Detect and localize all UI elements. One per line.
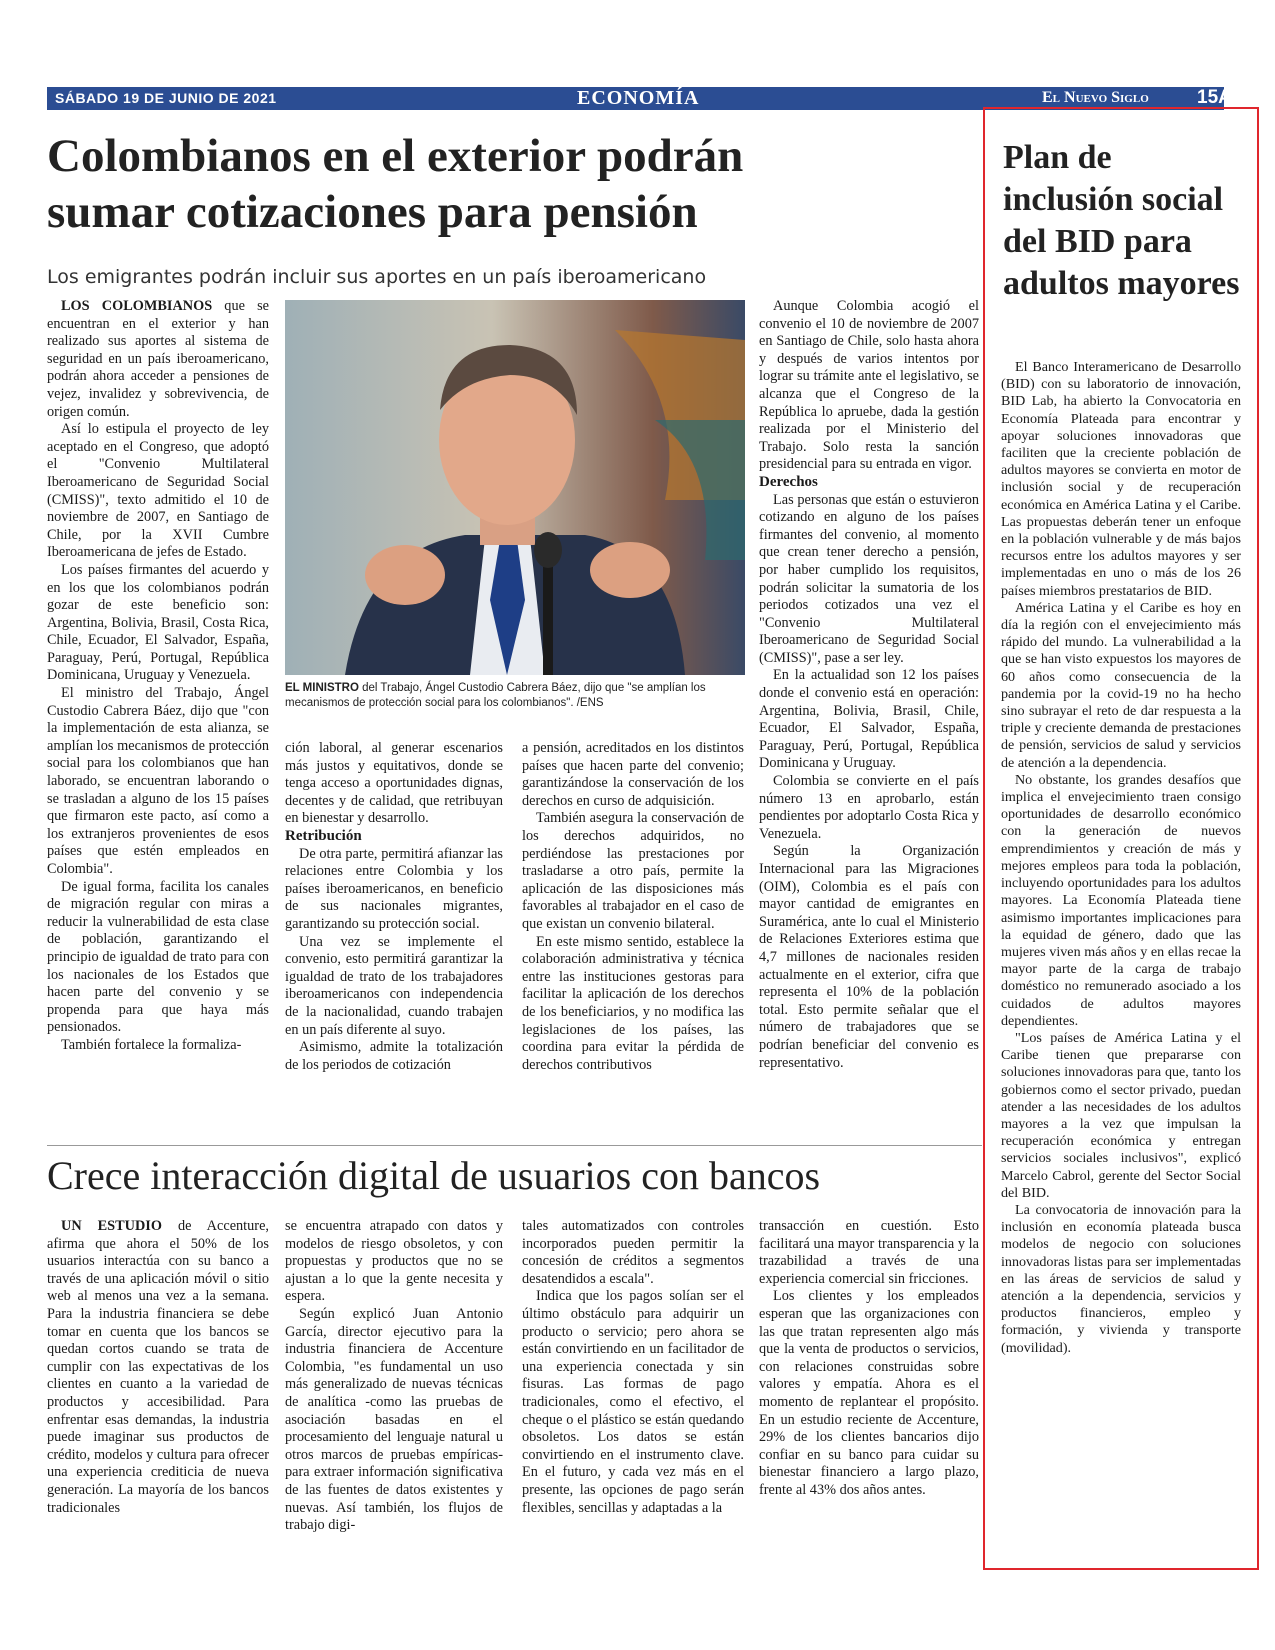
second-column-4 [759, 1218, 979, 1500]
section-name: ECONOMÍA [577, 87, 700, 109]
lead-words: LOS COLOMBIANOS [61, 298, 213, 314]
article-column-1 [47, 298, 269, 1055]
paragraph: La convocatoria de innovación para la inclusión en economía plateada busca modelos de negocio con soluciones innovadoras listas para ser implementadas en las áreas de servicios de salud y atención a la dependencia, servicios y productos financieros, empleo y formación, y vivienda y transporte (movilidad). [1001, 1201, 1241, 1356]
paragraph: se encuentra atrapado con datos y modelos de riesgo obsoletos, y con propuestas y productos que no se ajustan a lo que la gente necesita y espera. [285, 1218, 503, 1305]
paragraph: El ministro del Trabajo, Ángel Custodio Cabrera Báez, dijo que "con la implementación de esta alianza, se amplían los mecanismos de protección social para los colombianos que han laborado, se encuentran laborando o se trasladan a alguno de los 15 países que firmaron este pacto, así como a los extranjeros provenientes de esos países que estén empleados en Colombia". [47, 685, 269, 877]
paragraph: Según la Organización Internacional para las Migraciones (OIM), Colombia es el país con mayor cantidad de emigrantes en Suramérica, ante lo cual el Ministerio de Relaciones Exteriores estima que 4,7 millones de nacionales residen actualmente en el exterior, cifra que representa el 10% de la población total. Esto permite señalar que el número de trabajadores que se podrían beneficiar del convenio es representativo. [759, 843, 979, 1071]
paragraph: En este mismo sentido, establece la colaboración administrativa y técnica entre las instituciones gestoras para facilitar la aplicación de los derechos de los beneficiarios, y no modifica las legislaciones de los países, las coordina para evitar la pérdida de derechos contributivos [522, 933, 744, 1073]
paragraph: Asimismo, admite la totalización de los periodos de cotización [285, 1039, 503, 1073]
paragraph: Indica que los pagos solían ser el último obstáculo para adquirir un producto o servicio; pero ahora se están convirtiendo en un facilitador de una experiencia conectada y sin fisuras. Las formas de pago tradicionales, como el efectivo, el cheque o el plástico se están quedando obsoletos. Los datos se están convirtiendo en el instrumento clave. En el futuro, y cada vez más en el presente, las opciones de pago serán flexibles, sencillas y adaptadas a la [522, 1288, 744, 1516]
paragraph: De otra parte, permitirá afianzar las relaciones entre Colombia y los países iberoamericanos, en beneficio de sus nacionales migrantes, garantizando su protección social. [285, 845, 503, 932]
caption-lead: EL MINISTRO [285, 682, 359, 694]
sidebar-title-wrap [1003, 137, 1243, 305]
issue-date: SÁBADO 19 DE JUNIO DE 2021 [55, 90, 277, 106]
paragraph: Aunque Colombia acogió el convenio el 10 de noviembre de 2007 en Santiago de Chile, solo hasta ahora y después de varios intentos por lograr su trámite ante el legislativo, se alcanza que el Congreso de la República lo apruebe, dada la gestión realizada por el Ministerio del Trabajo. Solo resta la sanción presidencial para su entrada en vigor. [759, 298, 979, 473]
headline-line-2: sumar cotizaciones para pensión [47, 186, 698, 238]
paragraph: Los clientes y los empleados esperan que las organizaciones con las que tratan representen algo más que la venta de productos o servicios, con relaciones construidas sobre valores y empatía. Ahora es el momento de replantear el propósito. En un estudio reciente de Accenture, 29% de los clientes bancarios dijo confiar en su banco para cuidar su bienestar financiero a largo plazo, frente al 43% dos años antes. [759, 1288, 979, 1498]
paragraph: a pensión, acreditados en los distintos países que hacen parte del convenio; garantizándose la conservación de los derechos en curso de adquisición. [522, 740, 744, 809]
paragraph: El Banco Interamericano de Desarrollo (BID) con su laboratorio de innovación, BID Lab, ha abierto la Convocatoria en Economía Plateada para encontrar y apoyar soluciones innovadoras que faciliten que la creciente población de adultos mayores se convierta en motor de inclusión social y de recuperación económica en América Latina y el Caribe. Las propuestas deberán tener un enfoque en la población vulnerable y de más bajos recursos entre los adultos mayores y ser implementadas en uno o más de los 26 países miembros prestatarios de BID. [1001, 359, 1241, 599]
paragraph: También asegura la conservación de los derechos adquiridos, no perdiéndose las prestaciones por trasladarse a otro país, permite la aplicación de las disposiciones más favorables al trabajador en el caso de que existan un convenio bilateral. [522, 810, 744, 932]
paragraph: UN ESTUDIO de Accenture, afirma que ahora el 50% de los usuarios interactúa con su banco a través de una aplicación móvil o sitio web al menos una vez a la semana. Para la industria financiera se debe tomar en cuenta que los bancos se quedan cortos cuando se trata de cumplir con las expectativas de los clientes en cuanto a la variedad de productos y accesibilidad. Para enfrentar esas demandas, la industria puede imaginar sus productos de crédito, modelos y cultura para ofrecer una experiencia crediticia de nueva generación. La mayoría de los bancos tradicionales [47, 1218, 269, 1516]
page-number: 15A [1197, 87, 1232, 108]
article-divider [47, 1145, 982, 1146]
headline-line-1: Colombianos en el exterior podrán [47, 130, 744, 182]
article-column-4 [759, 298, 979, 1072]
photo-caption: EL MINISTRO del Trabajo, Ángel Custodio Cabrera Báez, dijo que "se amplían los mecanismos de protección social para los colombianos". /ENS [285, 682, 706, 709]
main-subhead: Los emigrantes podrán incluir sus aportes en un país iberoamericano [47, 266, 707, 288]
paragraph: "Los países de América Latina y el Caribe tienen que prepararse con soluciones innovadoras para que, tanto los gobiernos como el sector privado, puedan atender a las necesidades de los adultos mayores a la vez que impulsan la recuperación económica y entregan servicios sociales inclusivos", explicó Marcelo Cabrol, gerente del Sector Social del BID. [1001, 1029, 1241, 1201]
paragraph: Los países firmantes del acuerdo y en los que los colombianos podrán gozar de este beneficio son: Argentina, Bolivia, Brasil, Costa Rica, Chile, Ecuador, El Salvador, España, Paraguay, Perú, Portugal, República Dominicana, Uruguay y Venezuela. [47, 561, 269, 684]
paragraph: ción laboral, al generar escenarios más justos y equitativos, donde se tenga acceso a oportunidades dignas, decentes y de calidad, que retribuyan en bienestar y desarrollo. [285, 740, 503, 827]
article-column-3 [522, 740, 744, 1074]
second-column-3 [522, 1218, 744, 1517]
section-subtitle: Retribución [285, 827, 362, 844]
photo-illustration [285, 300, 745, 675]
paragraph: Colombia se convierte en el país número 13 en aprobarlo, están pendientes por adoptarlo Costa Rica y Venezuela. [759, 773, 979, 842]
paragraph: De igual forma, facilita los canales de migración regular con miras a reducir la vulnerabilidad de esta clase de población, garantizando el principio de igualdad de trato para con los nacionales de los Estados que hacen parte del convenio y se propenda para que haya más pensionados. [47, 878, 269, 1036]
newspaper-name: El Nuevo Siglo [1042, 89, 1149, 106]
paragraph: Según explicó Juan Antonio García, director ejecutivo para la industria financiera de Accenture Colombia, "es fundamental un uso más generalizado de nuevas técnicas de analítica -como las pruebas de asociación basadas en el procesamiento del lenguaje natural u otros marcos de pruebas empíricas- para extraer información significativa de las fuentes de datos existentes y nuevas. Así también, los flujos de trabajo digi- [285, 1305, 503, 1534]
article-column-2 [285, 740, 503, 1074]
paragraph: LOS COLOMBIANOS que se encuentran en el exterior y han realizado sus aportes al sistema de seguridad en un país iberoamericano, podrán ahora acceder a pensiones de vejez, invalidez y sobrevivencia, de origen común. [47, 298, 269, 420]
second-column-2 [285, 1218, 503, 1535]
section-subtitle: Derechos [759, 473, 818, 490]
paragraph: En la actualidad son 12 los países donde el convenio está en operación: Argentina, Bolivia, Brasil, Chile, Ecuador, El Salvador, España, Paraguay, Perú, Portugal, República Dominicana y Uruguay. [759, 667, 979, 772]
paragraph: También fortalece la formaliza- [61, 1036, 242, 1053]
sidebar-title: Plan de inclusión social del BID para adultos mayores [1003, 139, 1240, 302]
paragraph: No obstante, los grandes desafíos que implica el envejecimiento traen consigo oportunidades de desarrollo económico con la generación de nuevos emprendimientos y creación de más y mejores empleos para toda la población, incluyendo oportunidades para los adultos mayores. La Economía Plateada tiene asimismo importantes implicaciones para la equidad de género, dado que las mujeres viven más años y en ellas recae la mayor parte de la carga de trabajo doméstico no remunerado asociado a los cuidados de adultos mayores dependientes. [1001, 771, 1241, 1029]
main-headline [47, 128, 947, 240]
minister-photo [285, 300, 745, 675]
paragraph: Una vez se implemente el convenio, esto permitirá garantizar la igualdad de trato de los trabajadores iberoamericanos con independencia de la nacionalidad, cuando trabajen en un país diferente al suyo. [285, 933, 503, 1038]
second-headline: Crece interacción digital de usuarios con bancos [47, 1153, 821, 1198]
paragraph: tales automatizados con controles incorporados pueden permitir la concesión de créditos a segmentos desatendidos a escala". [522, 1218, 744, 1287]
second-column-1 [47, 1218, 269, 1517]
paragraph: transacción en cuestión. Esto facilitará una mayor transparencia y la trazabilidad a través de una experiencia comercial sin fricciones. [759, 1218, 979, 1287]
paragraph: América Latina y el Caribe es hoy en día la región con el envejecimiento más rápido del mundo. La vulnerabilidad a la que se han visto expuestos los mayores de 60 años como consecuencia de la pandemia por la covid-19 no ha hecho sino subrayar el reto de dar respuesta a la triple y creciente demanda de prestaciones de pensión, servicios de salud y servicios de atención a la dependencia. [1001, 599, 1241, 771]
paragraph: Así lo estipula el proyecto de ley aceptado en el Congreso, que adoptó el "Convenio Multilateral Iberoamericano de Seguridad Social (CMISS)", texto admitido el 10 de noviembre de 2007, en Santiago de Chile, por la XVII Cumbre Iberoamericana de jefes de Estado. [47, 421, 269, 561]
sidebar-box [983, 107, 1259, 1570]
sidebar-body [1001, 359, 1241, 1357]
lead-words: UN ESTUDIO [61, 1218, 162, 1234]
paragraph: Las personas que están o estuvieron cotizando en alguno de los países firmantes del convenio, al momento que crean tener derecho a pensión, por haber cumplido los requisitos, podrán solicitar la sumatoria de los periodos cotizados una vez el "Convenio Multilateral Iberoamericano de Seguridad Social (CMISS)", pase a ser ley. [759, 491, 979, 666]
